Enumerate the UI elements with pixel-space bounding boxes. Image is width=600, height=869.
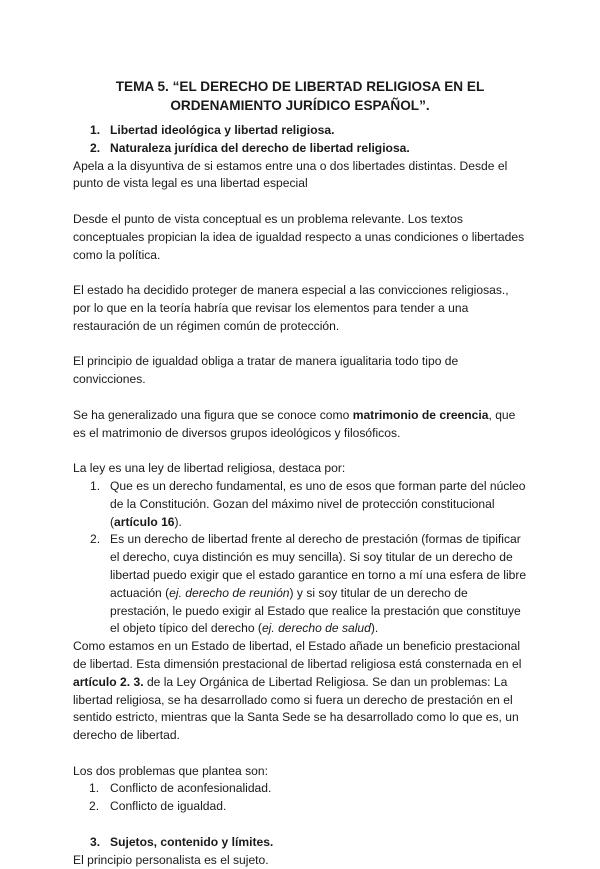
- list-number: 1.: [89, 781, 100, 796]
- term-matrimonio-de-creencia: matrimonio de creencia: [352, 407, 489, 422]
- heading-text: Naturaleza jurídica del derecho de libertad religiosa.: [110, 140, 410, 155]
- list-item: [73, 531, 529, 638]
- paragraph-2: Desde el punto de vista conceptual es un problema relevante. Los textos conceptuales propician la idea de igualdad respecto a unas condiciones o libertades como la política.: [73, 211, 525, 262]
- section-heading-3: [73, 834, 529, 852]
- article-reference: artículo 16: [114, 514, 175, 529]
- list-item: [73, 478, 529, 531]
- article-reference: artículo 2. 3.: [73, 674, 144, 689]
- title-line-1: TEMA 5. “EL DERECHO DE LIBERTAD RELIGIOSA EN EL: [115, 79, 485, 94]
- example-text: ej. derecho de salud: [261, 621, 371, 636]
- paragraph-5: Se ha generalizado una figura que se conoce como matrimonio de creencia, que es el matrimonio de diversos grupos ideológicos y filosóficos.: [73, 407, 516, 440]
- list-number: 1.: [90, 478, 101, 493]
- document-body: [73, 122, 529, 869]
- heading-number: 3.: [90, 834, 101, 849]
- title-line-2: ORDENAMIENTO JURÍDICO ESPAÑOL”.: [170, 98, 430, 113]
- section-heading-2: [73, 140, 529, 158]
- list-number: 2.: [90, 532, 101, 547]
- list-text: Conflicto de aconfesionalidad.: [110, 781, 272, 796]
- heading-text: Sujetos, contenido y límites.: [110, 834, 274, 849]
- list-item: [73, 798, 529, 816]
- list-item: [73, 780, 529, 798]
- paragraph-3: El estado ha decidido proteger de manera especial a las convicciones religiosas., por lo que en la teoría habría que revisar los elementos para tender a una restauración de un régimen común de protección.: [73, 283, 509, 333]
- example-text: ej. derecho de reunión: [169, 585, 290, 600]
- list-text: Conflicto de igualdad.: [110, 799, 227, 814]
- section-heading-1: [73, 122, 529, 140]
- list-text: Es un derecho de libertad frente al derecho de prestación (formas de tipificar el derecho, cuya distinción es muy sencilla). Si soy titular de un derecho de libertad puedo exigir que el estado garantice en torno a mí una esfera de libre actuación (ej. derecho de reunión) y si soy titular de un derecho de prestación, le puedo exigir al Estado que realice la prestación que constituye el objeto típico del derecho (ej. derecho de salud).: [110, 532, 527, 636]
- paragraph-1: Apela a la disyuntiva de si estamos entre una o dos libertades distintas. Desde el punto de vista legal es una libertad especial: [73, 158, 508, 191]
- paragraph-9: El principio personalista es el sujeto.: [73, 852, 269, 867]
- paragraph-6: La ley es una ley de libertad religiosa, destaca por:: [73, 461, 346, 476]
- list-text: Que es un derecho fundamental, es uno de esos que forman parte del núcleo de la Constitución. Gozan del máximo nivel de protección constitucional (artículo 16).: [110, 478, 526, 529]
- heading-number: 1.: [90, 123, 101, 137]
- paragraph-8: Los dos problemas que plantea son:: [73, 763, 268, 778]
- heading-number: 2.: [90, 140, 101, 155]
- paragraph-4: El principio de igualdad obliga a tratar de manera igualitaria todo tipo de convicciones.: [73, 354, 459, 387]
- list-number: 2.: [89, 799, 100, 814]
- paragraph-7: Como estamos en un Estado de libertad, el Estado añade un beneficio prestacional de libertad. Esta dimensión prestacional de libertad religiosa está consternada en el artículo 2. 3. de la Ley Orgánica de Libertad Religiosa. Se dan un problemas: La libertad religiosa, se ha desarrollado como si fuera un derecho de prestación en el sentido estricto, mientras que la Santa Sede se ha desarrollado como lo que es, un derecho de libertad.: [73, 639, 522, 743]
- document-title: [72, 77, 528, 115]
- heading-text: Libertad ideológica y libertad religiosa.: [110, 123, 335, 137]
